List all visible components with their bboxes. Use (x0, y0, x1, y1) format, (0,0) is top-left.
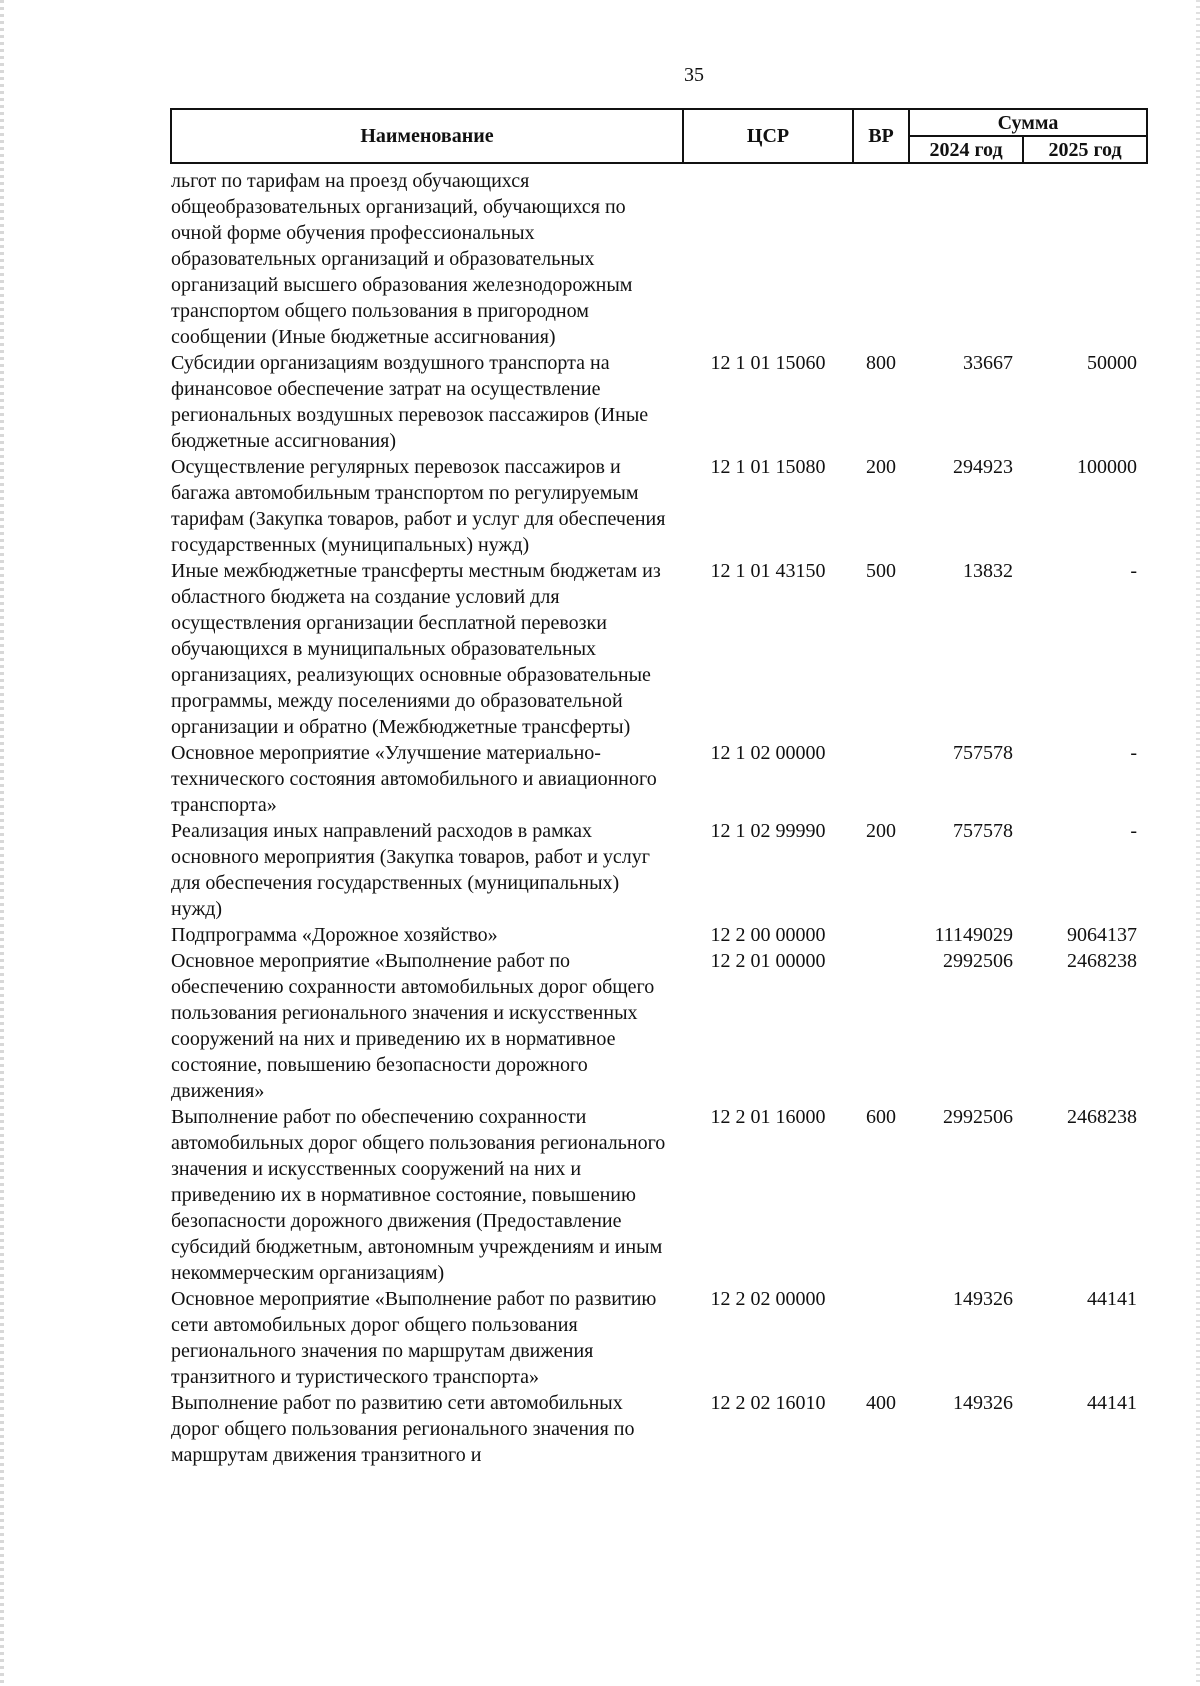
row-amount-2024: 2992506 (943, 1106, 1013, 1128)
header-csr: ЦСР (683, 109, 853, 163)
row-amount-2025 (1023, 163, 1147, 350)
row-name: Выполнение работ по развитию сети автомобильных дорог общего пользования регионального значения по маршрутам движения транзитного и (171, 1392, 635, 1466)
row-name: Осуществление регулярных перевозок пассажиров и багажа автомобильным транспортом по регулируемым тарифам (Закупка товаров, работ и услуг для обеспечения государственных (муниципальных) нужд) (171, 456, 666, 556)
scan-edge-right (1196, 0, 1200, 1686)
table-row (171, 558, 1147, 740)
header-vr: ВР (853, 109, 909, 163)
header-year-2024: 2024 год (909, 136, 1023, 163)
row-amount-2025: 44141 (1087, 1392, 1138, 1414)
header-sum: Сумма (909, 109, 1147, 136)
row-amount-2024 (909, 163, 1023, 350)
row-amount-2024: 2992506 (943, 950, 1013, 972)
table-row (171, 818, 1147, 922)
header-year-2025: 2025 год (1023, 136, 1147, 163)
row-amount-2025: 2468238 (1067, 1106, 1138, 1128)
row-amount-2024: 149326 (953, 1288, 1013, 1310)
row-csr: 12 2 02 00000 (710, 1288, 826, 1310)
row-amount-2024: 13832 (963, 560, 1013, 582)
row-vr (853, 1286, 909, 1390)
row-amount-2025: 100000 (1077, 456, 1138, 478)
row-csr: 12 1 01 15060 (710, 352, 826, 374)
row-csr: 12 1 02 99990 (710, 820, 826, 842)
row-amount-2025: - (1130, 742, 1138, 764)
row-vr: 200 (866, 456, 896, 478)
row-name: Основное мероприятие «Улучшение материально-технического состояния автомобильного и авиационного транспорта» (171, 742, 657, 816)
row-vr: 200 (866, 820, 896, 842)
row-csr: 12 1 02 00000 (710, 742, 826, 764)
budget-table (170, 108, 1148, 1468)
row-amount-2025: - (1130, 560, 1138, 582)
row-name: Основное мероприятие «Выполнение работ по обеспечению сохранности автомобильных дорог общего пользования регионального значения и искусственных сооружений на них и приведению их в нормативное состояние, повышению безопасности дорожного движения» (171, 950, 655, 1102)
row-vr (853, 740, 909, 818)
row-amount-2025: 2468238 (1067, 950, 1138, 972)
table-row (171, 740, 1147, 818)
table-row (171, 1286, 1147, 1390)
row-vr (853, 948, 909, 1104)
row-vr: 500 (866, 560, 896, 582)
row-name: Иные межбюджетные трансферты местным бюджетам из областного бюджета на создание условий для осуществления организации бесплатной перевозки обучающихся в муниципальных образовательных организациях, реализующих основные образовательные программы, между поселениями до образовательной организации и обратно (Межбюджетные трансферты) (171, 560, 661, 738)
row-csr: 12 1 01 15080 (710, 456, 826, 478)
row-amount-2024: 757578 (953, 820, 1013, 842)
row-vr: 400 (866, 1392, 896, 1414)
scan-edge-left (0, 0, 4, 1686)
row-name: Подпрограмма «Дорожное хозяйство» (171, 924, 498, 946)
row-amount-2024: 757578 (953, 742, 1013, 764)
row-amount-2025: 50000 (1087, 352, 1138, 374)
row-amount-2024: 33667 (963, 352, 1013, 374)
row-csr (683, 163, 853, 350)
row-vr: 800 (866, 352, 896, 374)
row-csr: 12 2 00 00000 (710, 924, 826, 946)
row-amount-2024: 11149029 (934, 924, 1013, 946)
row-name: Основное мероприятие «Выполнение работ по развитию сети автомобильных дорог общего пользования регионального значения по маршрутам движения транзитного и туристического транспорта» (171, 1288, 657, 1388)
row-amount-2025: 9064137 (1067, 924, 1138, 946)
table-body (171, 163, 1147, 1468)
row-vr (853, 922, 909, 948)
row-csr: 12 2 01 16000 (710, 1106, 826, 1128)
header-name: Наименование (171, 109, 683, 163)
row-amount-2024: 294923 (953, 456, 1013, 478)
page-number: 35 (684, 64, 704, 86)
row-name: Выполнение работ по обеспечению сохранности автомобильных дорог общего пользования регионального значения и искусственных сооружений на них и приведению их в нормативное состояние, повышению безопасности дорожного движения (Предоставление субсидий бюджетным, автономным учреждениям и иным некоммерческим организациям) (171, 1106, 666, 1284)
table-row (171, 350, 1147, 454)
table-row (171, 163, 1147, 350)
row-vr (853, 163, 909, 350)
table-row (171, 922, 1147, 948)
table-header (171, 109, 1147, 163)
table-row (171, 948, 1147, 1104)
row-vr: 600 (866, 1106, 896, 1128)
row-amount-2024: 149326 (953, 1392, 1013, 1414)
row-amount-2025: - (1130, 820, 1138, 842)
row-name: Реализация иных направлений расходов в рамках основного мероприятия (Закупка товаров, работ и услуг для обеспечения государственных (муниципальных) нужд) (171, 820, 650, 920)
row-name: льгот по тарифам на проезд обучающихся общеобразовательных организаций, обучающихся по очной форме обучения профессиональных образовательных организаций и образовательных организаций высшего образования железнодорожным транспортом общего пользования в пригородном сообщении (Иные бюджетные ассигнования) (171, 170, 633, 348)
table-row (171, 1390, 1147, 1468)
row-amount-2025: 44141 (1087, 1288, 1138, 1310)
row-csr: 12 1 01 43150 (710, 560, 826, 582)
table-row (171, 454, 1147, 558)
row-csr: 12 2 02 16010 (710, 1392, 826, 1414)
table-row (171, 1104, 1147, 1286)
row-csr: 12 2 01 00000 (710, 950, 826, 972)
row-name: Субсидии организациям воздушного транспорта на финансовое обеспечение затрат на осуществление региональных воздушных перевозок пассажиров (Иные бюджетные ассигнования) (171, 352, 649, 452)
